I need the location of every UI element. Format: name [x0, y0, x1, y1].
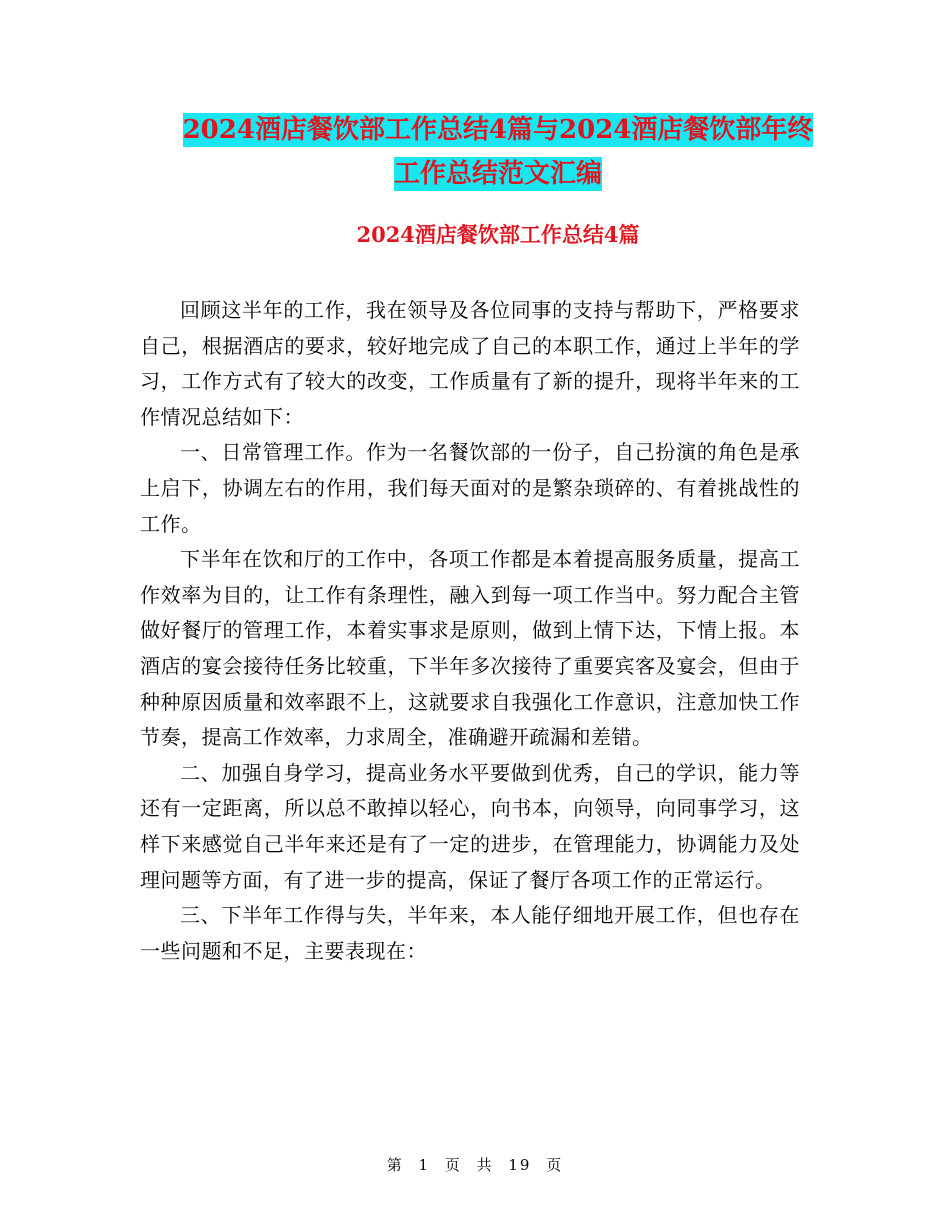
- document-title-line-2: 工作总结范文汇编: [393, 159, 602, 189]
- paragraph: 下半年在饮和厅的工作中，各项工作都是本着提高服务质量，提高工作效率为目的，让工作有条理性，融入到每一项工作当中。努力配合主管做好餐厅的管理工作，本着实事求是原则，做到上情下达，下情上报。本酒店的宴会接待任务比较重，下半年多次接待了重要宾客及宴会，但由于种种原因质量和效率跟不上，这就要求自我强化工作意识，注意加快工作节奏，提高工作效率，力求周全，准确避开疏漏和差错。: [140, 547, 800, 750]
- section-title: 2024酒店餐饮部工作总结4篇: [356, 222, 640, 247]
- page-number-footer: 第 1 页 共 19 页: [386, 1156, 564, 1174]
- document-title: [140, 108, 856, 196]
- paragraph: 回顾这半年的工作，我在领导及各位同事的支持与帮助下，严格要求自己，根据酒店的要求，较好地完成了自己的本职工作，通过上半年的学习，工作方式有了较大的改变，工作质量有了新的提升，现将半年来的工作情况总结如下：: [140, 298, 800, 429]
- document-title-line-1: 2024酒店餐饮部工作总结4篇与2024酒店餐饮部年终: [182, 115, 814, 145]
- document-body: [140, 293, 800, 969]
- paragraph: 一、日常管理工作。作为一名餐饮部的一份子，自己扮演的角色是承上启下，协调左右的作用，我们每天面对的是繁杂琐碎的、有着挑战性的工作。: [140, 440, 800, 536]
- paragraph: 二、加强自身学习，提高业务水平要做到优秀，自己的学识，能力等还有一定距离，所以总不敢掉以轻心，向书本，向领导，向同事学习，这样下来感觉自己半年来还是有了一定的进步，在管理能力，协调能力及处理问题等方面，有了进一步的提高，保证了餐厅各项工作的正常运行。: [140, 760, 800, 892]
- paragraph: 三、下半年工作得与失，半年来，本人能仔细地开展工作，但也存在一些问题和不足，主要表现在：: [140, 903, 800, 963]
